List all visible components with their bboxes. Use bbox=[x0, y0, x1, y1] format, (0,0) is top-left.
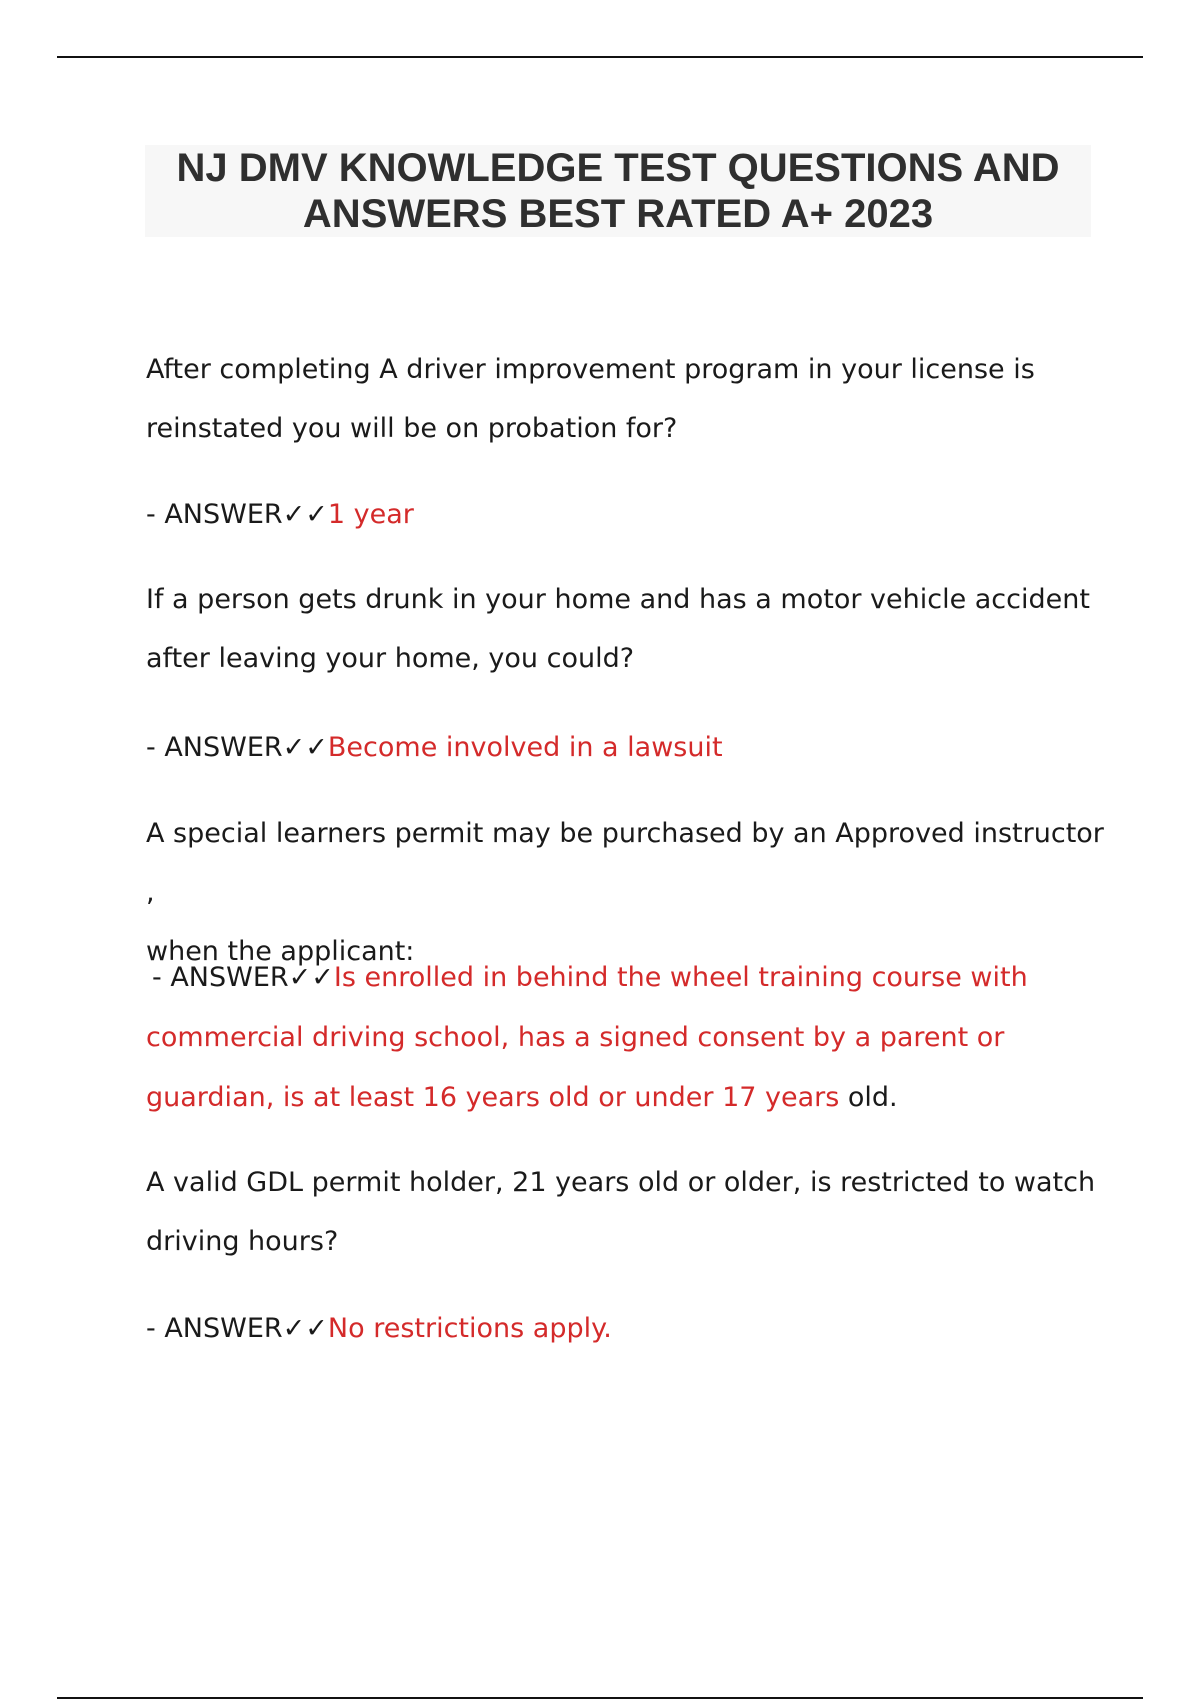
answer-4 bbox=[146, 1299, 612, 1358]
question-1 bbox=[146, 340, 1035, 458]
answer-3-line-1: Is enrolled in behind the wheel training course with bbox=[333, 962, 1028, 993]
answer-2-text: Become involved in a lawsuit bbox=[327, 732, 723, 763]
check-marks-icon: ✓✓ bbox=[282, 732, 328, 763]
answer-4-prefix: - ANSWER bbox=[146, 1313, 283, 1344]
question-2 bbox=[146, 570, 1090, 688]
title-line-1: NJ DMV KNOWLEDGE TEST QUESTIONS AND bbox=[176, 146, 1060, 190]
answer-1-text: 1 year bbox=[327, 499, 414, 530]
bottom-divider bbox=[57, 1697, 1143, 1699]
answer-3-tail: old. bbox=[839, 1082, 898, 1113]
answer-3-line-2: commercial driving school, has a signed consent by a parent or bbox=[146, 1022, 1005, 1053]
answer-3-prefix: - ANSWER bbox=[152, 962, 289, 993]
answer-2-prefix: - ANSWER bbox=[146, 732, 283, 763]
answer-1 bbox=[146, 485, 414, 544]
question-4-line-2: driving hours? bbox=[146, 1226, 339, 1257]
check-marks-icon: ✓✓ bbox=[282, 499, 328, 530]
title-line-2: ANSWERS BEST RATED A+ 2023 bbox=[302, 192, 934, 236]
question-4-line-1: A valid GDL permit holder, 21 years old or older, is restricted to watch bbox=[146, 1167, 1096, 1198]
question-1-line-1: After completing A driver improvement program in your license is bbox=[146, 354, 1035, 385]
check-marks-icon: ✓✓ bbox=[288, 962, 334, 993]
document-title bbox=[145, 145, 1091, 237]
question-3-line-2: when the applicant: bbox=[146, 936, 415, 967]
top-divider bbox=[57, 56, 1143, 58]
answer-1-prefix: - ANSWER bbox=[146, 499, 283, 530]
answer-4-text: No restrictions apply. bbox=[327, 1313, 612, 1344]
answer-2 bbox=[146, 718, 723, 777]
question-2-line-1: If a person gets drunk in your home and has a motor vehicle accident bbox=[146, 584, 1090, 615]
answer-3-line-3: guardian, is at least 16 years old or under 17 years bbox=[146, 1082, 840, 1113]
question-1-line-2: reinstated you will be on probation for? bbox=[146, 413, 678, 444]
question-4 bbox=[146, 1153, 1095, 1271]
question-3-line-1: A special learners permit may be purchased by an Approved instructor , bbox=[146, 818, 1104, 908]
check-marks-icon: ✓✓ bbox=[282, 1313, 328, 1344]
question-2-line-2: after leaving your home, you could? bbox=[146, 643, 635, 674]
answer-3 bbox=[146, 948, 1028, 1128]
